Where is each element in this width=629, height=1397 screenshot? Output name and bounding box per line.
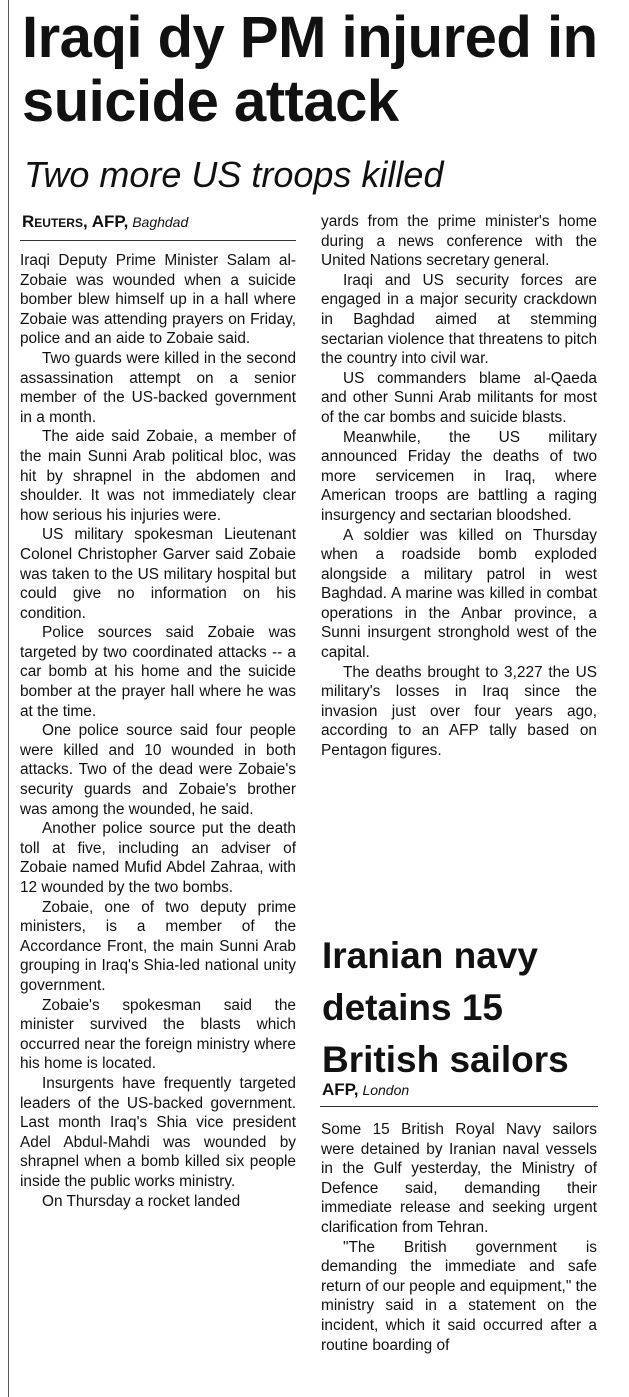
- subheadline: Two more US troops killed: [24, 154, 444, 195]
- byline-city: London: [362, 1082, 410, 1098]
- paragraph: A soldier was killed on Thursday when a roadside bomb exploded alongside a military patrol in west Baghdad. A marine was killed in combat operations in the Anbar province, a Sunni insurgent stronghold west of the capital.: [321, 526, 597, 662]
- byline-agency: AFP,: [322, 1080, 359, 1099]
- paragraph: Two guards were killed in the second assassination attempt on a senior member of the US-backed government in a month.: [20, 349, 296, 426]
- story1-column-1: [20, 251, 296, 1211]
- paragraph: Insurgents have frequently targeted leaders of the US-backed government. Last month Iraq's Shia vice president Adel Abdul-Mahdi was wounded by shrapnel when a bomb killed six people inside the public works ministry.: [20, 1074, 296, 1190]
- main-headline: Iraqi dy PM injured in suicide attack: [22, 5, 598, 134]
- byline-rule-2: [320, 1106, 598, 1107]
- paragraph: "The British government is demanding the immediate and safe return of our people and equipment," the ministry said in a statement on the incident, which it said occurred after a routine boarding of: [321, 1238, 597, 1354]
- byline-2: [322, 1081, 409, 1099]
- paragraph: Zobaie's spokesman said the minister survived the blasts which occurred near the foreign ministry where his home is located.: [20, 996, 296, 1073]
- byline-agency: Reuters, AFP,: [22, 212, 129, 231]
- paragraph: One police source said four people were killed and 10 wounded in both attacks. Two of the dead were Zobaie's security guards and Zobaie's brother was among the wounded, he said.: [20, 722, 296, 818]
- paragraph: yards from the prime minister's home during a news conference with the United Nations secretary general.: [321, 213, 597, 270]
- byline-rule: [20, 240, 296, 241]
- paragraph: Police sources said Zobaie was targeted by two coordinated attacks -- a car bomb at his home and the suicide bomber at the prayer hall where he was at the time.: [20, 624, 296, 720]
- paragraph: Iraqi and US security forces are engaged in a major security crackdown in Baghdad aimed at stemming sectarian violence that threatens to pitch the country into civil war.: [321, 271, 597, 368]
- paragraph: Iraqi Deputy Prime Minister Salam al-Zobaie was wounded when a suicide bomber blew himself up in a hall where Zobaie was attending prayers on Friday, police and an aide to Zobaie said.: [20, 252, 296, 348]
- paragraph: The aide said Zobaie, a member of the main Sunni Arab political bloc, was hit by shrapnel in the abdomen and shoulder. It was not immediately clear how serious his injuries were.: [20, 428, 296, 524]
- paragraph: On Thursday a rocket landed: [42, 1192, 241, 1210]
- second-headline: Iranian navy detains 15 British sailors: [322, 935, 569, 1080]
- paragraph: US military spokesman Lieutenant Colonel Christopher Garver said Zobaie was taken to the US military hospital but could give no information on his condition.: [20, 526, 296, 622]
- paragraph: Another police source put the death toll at five, including an adviser of Zobaie named Mufid Abdel Zahraa, with 12 wounded by the two bombs.: [20, 820, 296, 896]
- story2-body: [321, 1120, 597, 1355]
- byline: [22, 213, 188, 231]
- paragraph: The deaths brought to 3,227 the US military's losses in Iraq since the invasion just over four years ago, according to an AFP tally based on Pentagon figures.: [321, 663, 597, 760]
- paragraph: Some 15 British Royal Navy sailors were detained by Iranian naval vessels in the Gulf yesterday, the Ministry of Defence said, demanding their immediate release and seeking urgent clarification from Tehran.: [321, 1121, 597, 1236]
- paragraph: Zobaie, one of two deputy prime ministers, is a member of the Accordance Front, the main Sunni Arab grouping in Iraq's Shia-led national unity government.: [20, 898, 296, 994]
- paragraph: Meanwhile, the US military announced Friday the deaths of two more servicemen in Iraq, where American troops are battling a raging insurgency and sectarian bloodshed.: [321, 428, 597, 524]
- byline-city: Baghdad: [132, 214, 189, 230]
- paragraph: US commanders blame al-Qaeda and other Sunni Arab militants for most of the car bombs and suicide blasts.: [321, 369, 597, 426]
- story1-column-2: [321, 212, 597, 761]
- column-rule-left: [8, 0, 9, 1397]
